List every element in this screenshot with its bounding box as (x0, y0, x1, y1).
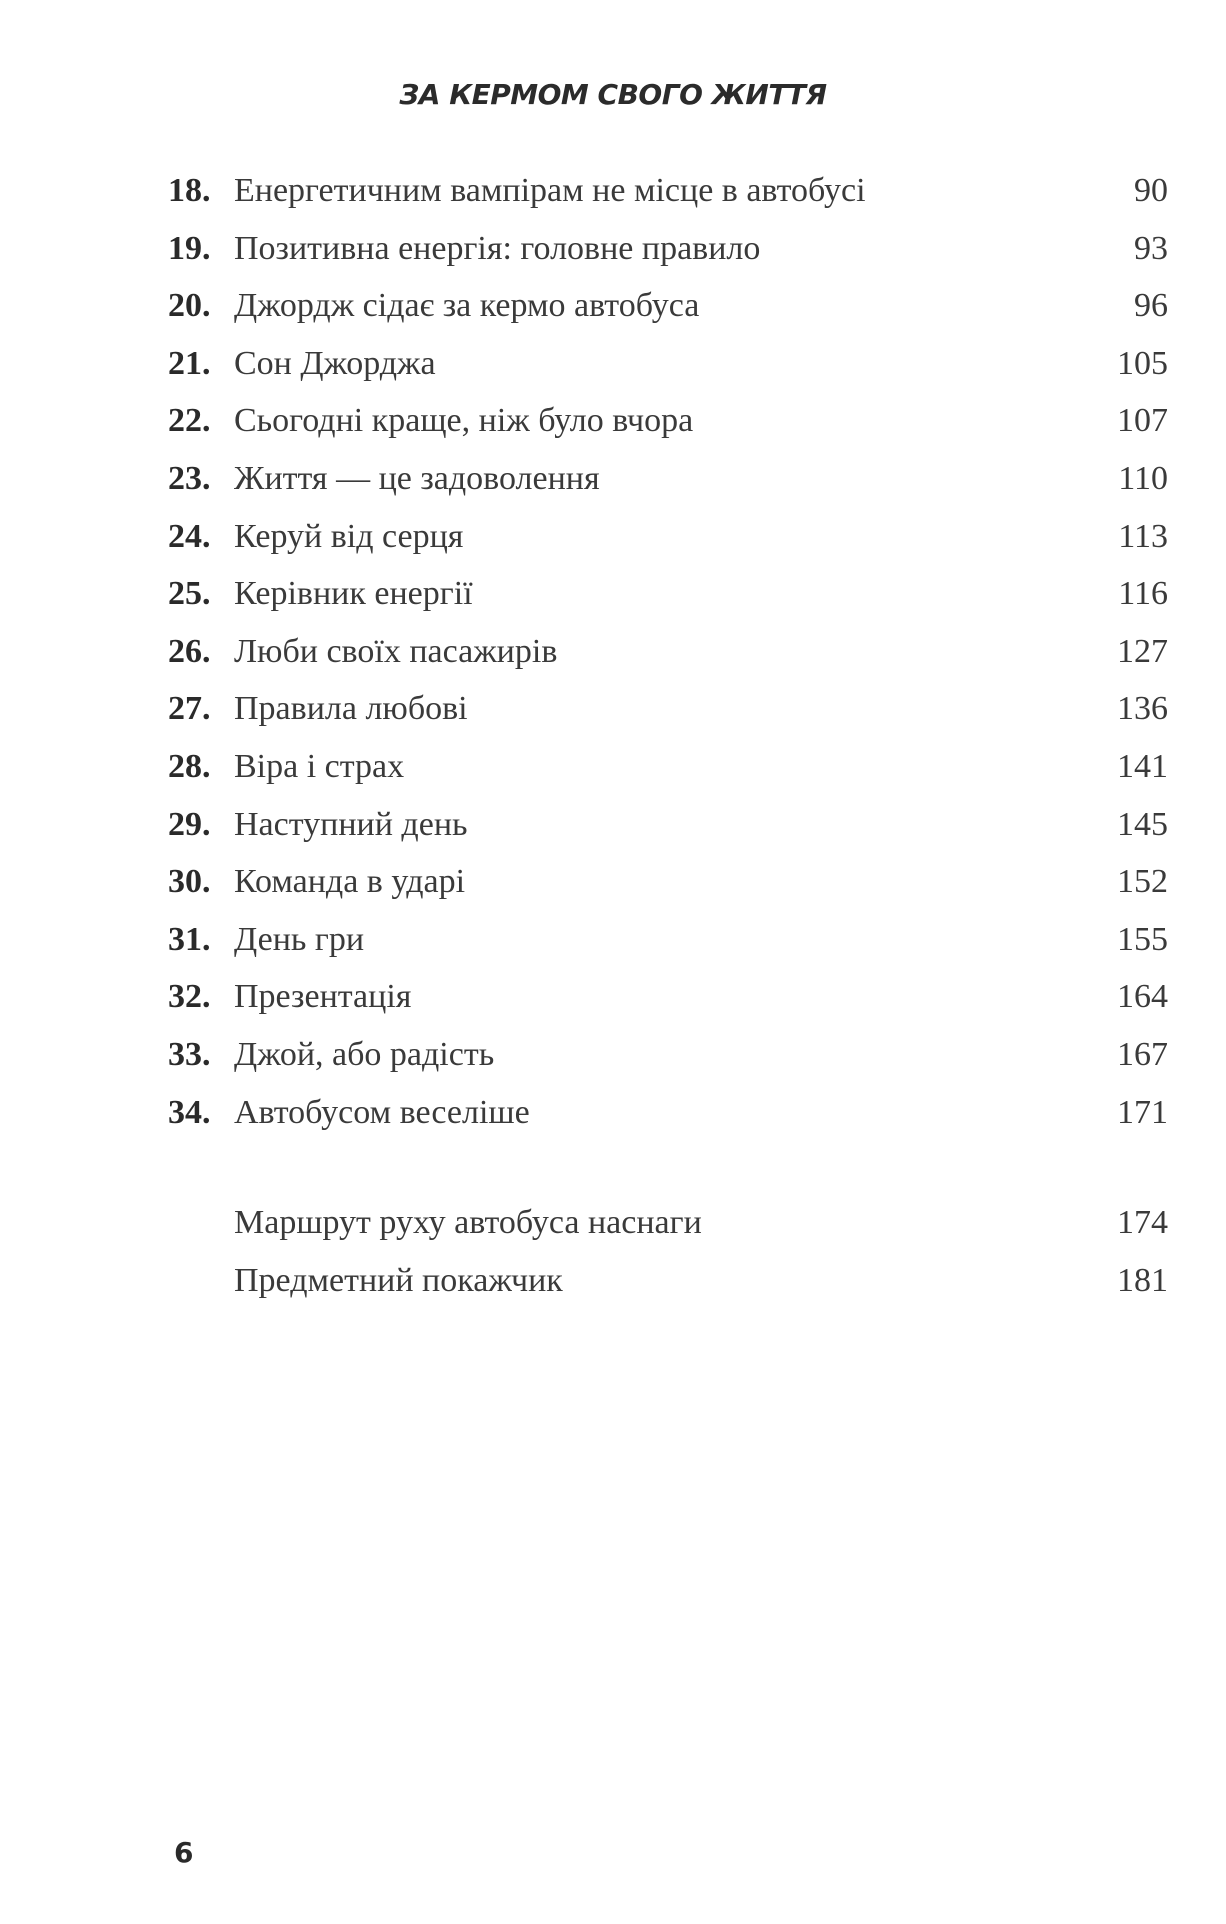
chapter-title: Керуй від серця (234, 517, 464, 555)
chapter-number: 20. (168, 287, 211, 325)
chapter-title: Автобусом веселіше (234, 1093, 530, 1131)
toc-entry-32 (168, 968, 1168, 1026)
appendix-title: Маршрут руху автобуса наснаги (234, 1204, 702, 1241)
toc-entry-24 (168, 508, 1168, 566)
chapter-page: 93 (1134, 229, 1168, 267)
chapter-title: Правила любові (234, 690, 468, 728)
chapter-title: Наступний день (234, 805, 468, 843)
chapter-title: Життя — це задоволення (234, 459, 600, 497)
toc-entry-22 (168, 392, 1168, 450)
chapter-number: 27. (168, 690, 211, 728)
chapter-number: 18. (168, 172, 211, 209)
chapter-title: Команда в ударі (234, 863, 466, 901)
chapter-title: Презентація (234, 978, 412, 1016)
chapter-page: 136 (1117, 690, 1168, 728)
chapter-title: Джой, або радість (234, 1035, 495, 1073)
chapter-title: Сьогодні краще, ніж було вчора (234, 402, 694, 440)
chapter-title: Позитивна енергія: головне правило (234, 229, 761, 267)
chapter-title: Люби своїх пасажирів (234, 632, 558, 670)
toc-entry-23 (168, 450, 1168, 508)
running-head: ЗА КЕРМОМ СВОГО ЖИТТЯ (399, 78, 827, 111)
chapter-number: 22. (168, 402, 211, 440)
chapter-title: Сон Джорджа (234, 344, 436, 382)
appendix-page: 181 (1117, 1261, 1168, 1299)
chapter-page: 171 (1117, 1093, 1168, 1131)
toc-entry-19 (168, 220, 1168, 278)
table-of-contents (168, 162, 1168, 1141)
chapter-page: 90 (1134, 172, 1168, 209)
chapter-number: 30. (168, 863, 211, 901)
toc-entry-28 (168, 738, 1168, 796)
chapter-page: 152 (1117, 863, 1168, 901)
toc-entry-subject-index (168, 1252, 1168, 1310)
toc-entry-30 (168, 853, 1168, 911)
toc-entry-route-map (168, 1194, 1168, 1252)
chapter-title: Джордж сідає за кермо автобуса (234, 287, 700, 325)
chapter-page: 155 (1117, 920, 1168, 958)
chapter-number: 31. (168, 920, 211, 958)
chapter-number: 24. (168, 517, 211, 555)
chapter-page: 141 (1117, 747, 1168, 785)
chapter-title: Віра і страх (234, 747, 405, 785)
chapter-number: 26. (168, 632, 211, 670)
toc-entry-34 (168, 1084, 1168, 1142)
chapter-number: 25. (168, 575, 211, 613)
chapter-number: 33. (168, 1035, 211, 1073)
toc-entry-25 (168, 565, 1168, 623)
chapter-number: 21. (168, 344, 211, 382)
chapter-title: День гри (234, 920, 365, 958)
appendix-title: Предметний покажчик (234, 1261, 563, 1299)
chapter-number: 28. (168, 747, 211, 785)
chapter-page: 127 (1117, 632, 1168, 670)
chapter-page: 107 (1117, 402, 1168, 440)
toc-entry-31 (168, 911, 1168, 969)
toc-entry-18 (168, 162, 1168, 220)
toc-entry-26 (168, 623, 1168, 681)
appendix-page: 174 (1117, 1204, 1168, 1241)
toc-entry-29 (168, 796, 1168, 854)
chapter-number: 23. (168, 459, 211, 497)
chapter-number: 29. (168, 805, 211, 843)
page-number: 6 (174, 1836, 194, 1869)
chapter-title: Керівник енергії (234, 575, 473, 613)
chapter-title: Енергетичним вампірам не місце в автобусі (234, 172, 866, 209)
chapter-number: 32. (168, 978, 211, 1016)
chapter-page: 113 (1118, 517, 1168, 555)
toc-entry-33 (168, 1026, 1168, 1084)
toc-entry-27 (168, 680, 1168, 738)
chapter-number: 19. (168, 229, 211, 267)
chapter-page: 145 (1117, 805, 1168, 843)
chapter-page: 110 (1118, 459, 1168, 497)
chapter-number: 34. (168, 1093, 211, 1131)
chapter-page: 96 (1134, 287, 1168, 325)
toc-appendix (168, 1194, 1168, 1309)
toc-entry-21 (168, 335, 1168, 393)
chapter-page: 167 (1117, 1035, 1168, 1073)
chapter-page: 116 (1118, 575, 1168, 613)
toc-entry-20 (168, 277, 1168, 335)
chapter-page: 105 (1117, 344, 1168, 382)
chapter-page: 164 (1117, 978, 1168, 1016)
